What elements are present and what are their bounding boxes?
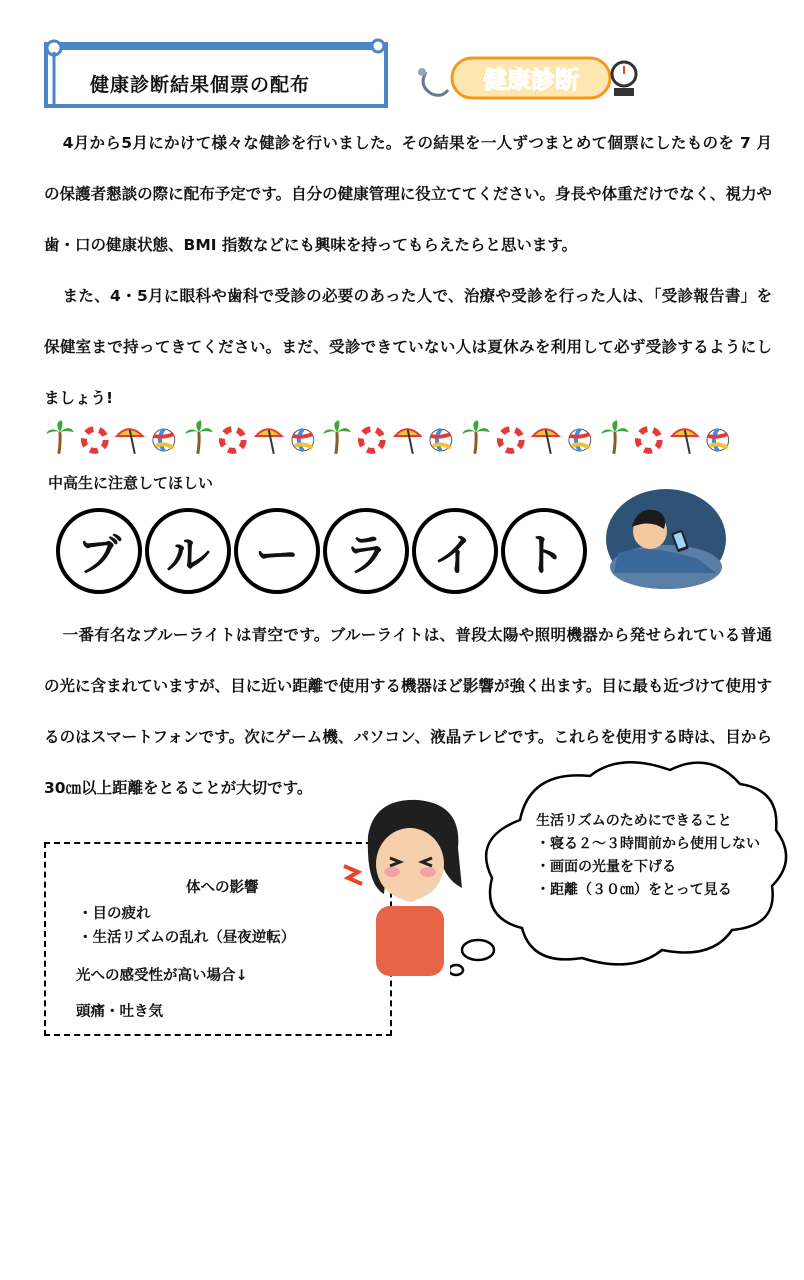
swim-ring-icon xyxy=(356,420,388,456)
swim-ring-icon xyxy=(217,420,249,456)
bubble-char: ー xyxy=(255,530,299,581)
bubble-char: ト xyxy=(522,530,566,581)
bubble-char: ラ xyxy=(344,530,388,581)
beach-ball-icon xyxy=(564,420,596,456)
palm-tree-icon xyxy=(599,420,631,456)
sensitivity-result: 頭痛・吐き気 xyxy=(76,1004,163,1020)
title-bubble xyxy=(412,508,498,594)
effect-item: ・生活リズムの乱れ（昼夜逆転） xyxy=(78,930,296,946)
health-checkup-badge xyxy=(412,52,642,104)
decorative-icon-row xyxy=(44,420,734,460)
blue-light-title-bubbles xyxy=(56,508,587,594)
beach-ball-icon xyxy=(702,420,734,456)
title-bubble xyxy=(234,508,320,594)
bubble-char: イ xyxy=(433,530,477,581)
effects-title: 体への影響 xyxy=(186,880,259,896)
beach-ball-icon xyxy=(287,420,319,456)
smartphone-in-bed-illustration xyxy=(604,487,728,591)
beach-ball-icon xyxy=(425,420,457,456)
badge-label: 健康診断 xyxy=(483,66,579,94)
tip-item: ・画面の光量を下げる xyxy=(536,859,676,875)
title-bubble xyxy=(501,508,587,594)
title-bubble xyxy=(145,508,231,594)
beach-umbrella-icon xyxy=(113,420,145,456)
report-paragraph: また、4・5月に眼科や歯科で受診の必要のあった人で、治療や受診を行った人は、「受診報告書」を保健室まで持ってきてください。まだ、受診できていない人は夏休みを利用して必ず受診するようにしましょう! xyxy=(44,287,772,407)
title-bubble xyxy=(56,508,142,594)
intro-paragraph: 4月から5月にかけて様々な健診を行いました。その結果を一人ずつまとめて個票にしたものを 7 月の保護者懇談の際に配布予定です。自分の健康管理に役立ててください。身長や体重だけでなく、視力や歯・口の健康状態、BMI 指数などにも興味を持ってもらえたらと思います。 xyxy=(44,134,772,254)
palm-tree-icon xyxy=(44,420,76,456)
beach-umbrella-icon xyxy=(529,420,561,456)
swim-ring-icon xyxy=(495,420,527,456)
blue-light-paragraph: 一番有名なブルーライトは青空です。ブルーライトは、普段太陽や照明機器から発せられている普通の光に含まれていますが、目に近い距離で使用する機器ほど影響が強く出ます。目に最も近づけて使用するのはスマートフォンです。次にゲーム機、パソコン、液晶テレビです。これらを使用する時は、目から30㎝以上距離をとることが大切です。 xyxy=(44,626,772,797)
effect-item: ・目の疲れ xyxy=(78,906,151,922)
beach-umbrella-icon xyxy=(252,420,284,456)
bubble-char: ル xyxy=(166,530,210,581)
sensitivity-note: 光への感受性が高い場合↓ xyxy=(76,968,248,984)
tips-list xyxy=(536,810,760,902)
beach-umbrella-icon xyxy=(668,420,700,456)
beach-ball-icon xyxy=(148,420,180,456)
tip-item: ・寝る２～３時間前から使用しない xyxy=(536,836,760,852)
title-bubble xyxy=(323,508,409,594)
palm-tree-icon xyxy=(321,420,353,456)
swim-ring-icon xyxy=(633,420,665,456)
palm-tree-icon xyxy=(183,420,215,456)
bubble-char: ブ xyxy=(77,530,121,581)
tip-item: ・距離（３０㎝）をとって見る xyxy=(536,882,732,898)
section-subheading: 中高生に注意してほしい xyxy=(48,474,214,492)
beach-umbrella-icon xyxy=(391,420,423,456)
palm-tree-icon xyxy=(460,420,492,456)
page-title: 健康診断結果個票の配布 xyxy=(90,74,311,96)
tips-title: 生活リズムのためにできること xyxy=(536,813,732,829)
swim-ring-icon xyxy=(79,420,111,456)
